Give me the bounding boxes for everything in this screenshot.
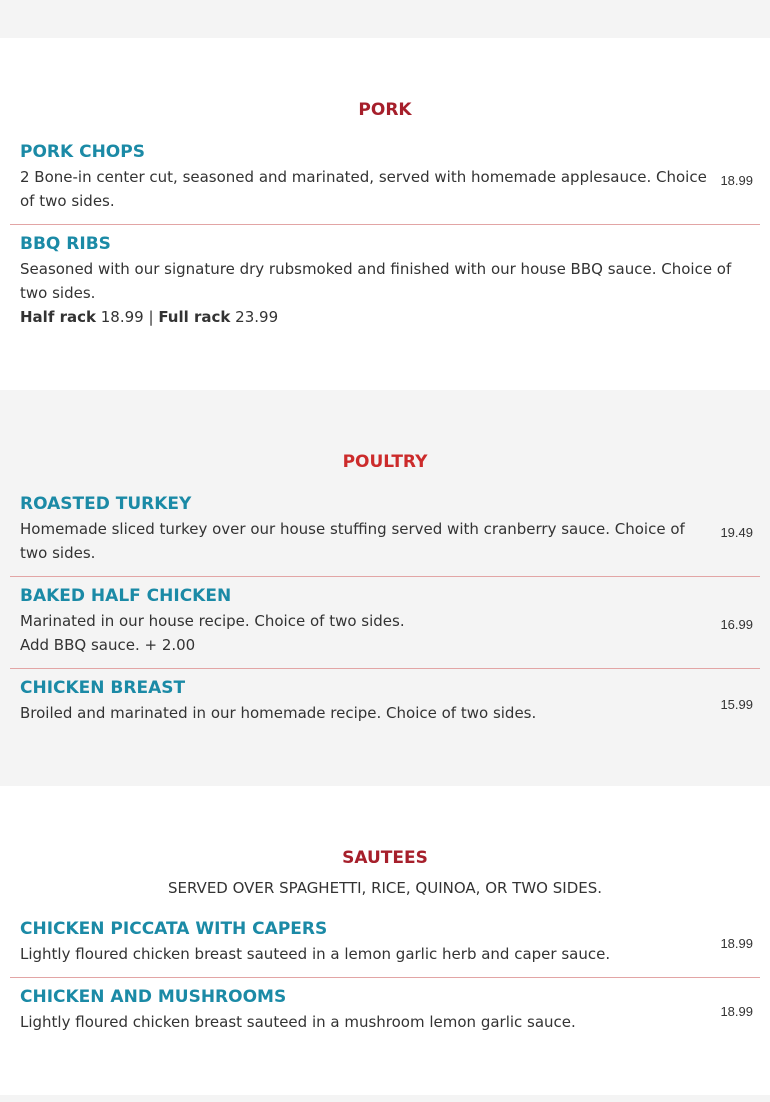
section-subtitle: SERVED OVER SPAGHETTI, RICE, QUINOA, OR TWO SIDES. — [167, 879, 603, 897]
item-name: ROASTED TURKEY — [20, 494, 192, 514]
item-description: Lightly floured chicken breast sauteed in a lemon garlic herb and caper sauce. — [20, 945, 611, 963]
item-divider — [10, 977, 760, 978]
full-rack-label: Full rack — [158, 308, 231, 326]
item-addon: Add BBQ sauce. + 2.00 — [20, 636, 196, 654]
price-separator: | — [148, 308, 154, 326]
item-price: 16.99 — [720, 617, 753, 632]
item-name: BBQ RIBS — [20, 234, 111, 254]
item-price: 18.99 — [720, 1004, 753, 1019]
item-divider — [10, 224, 760, 225]
section-title-pork: PORK — [358, 100, 412, 120]
bottom-band — [0, 1095, 770, 1102]
menu-item-roasted-turkey — [10, 493, 760, 573]
menu-item-pork-chops — [10, 141, 760, 221]
top-band — [0, 0, 770, 38]
item-description: 2 Bone-in center cut, seasoned and marinated, served with homemade applesauce. Choice of two sides. — [20, 168, 707, 210]
section-title-poultry: POULTRY — [342, 452, 428, 472]
item-name: BAKED HALF CHICKEN — [20, 586, 232, 606]
item-name: CHICKEN AND MUSHROOMS — [20, 987, 287, 1007]
item-divider — [10, 668, 760, 669]
half-rack-label: Half rack — [20, 308, 96, 326]
item-name: CHICKEN PICCATA WITH CAPERS — [20, 919, 328, 939]
menu-item-chicken-piccata — [10, 918, 760, 978]
item-name: PORK CHOPS — [20, 142, 145, 162]
menu-item-chicken-breast — [10, 677, 760, 737]
item-price: 19.49 — [720, 525, 753, 540]
item-description: Seasoned with our signature dry rubsmoked and finished with our house BBQ sauce. Choice of two sides. — [20, 260, 732, 302]
menu-item-baked-half-chicken — [10, 585, 760, 665]
sautees-section — [0, 786, 770, 1095]
half-rack-price: 18.99 — [100, 308, 144, 326]
menu-item-bbq-ribs — [10, 233, 760, 333]
poultry-section — [0, 390, 770, 786]
item-description: Lightly floured chicken breast sauteed in a mushroom lemon garlic sauce. — [20, 1013, 576, 1031]
section-title-sautees: SAUTEES — [342, 848, 428, 868]
item-description: Broiled and marinated in our homemade recipe. Choice of two sides. — [20, 704, 537, 722]
menu-item-chicken-mushrooms — [10, 986, 760, 1046]
item-name: CHICKEN BREAST — [20, 678, 186, 698]
rack-pricing — [20, 305, 278, 329]
item-description: Homemade sliced turkey over our house stuffing served with cranberry sauce. Choice of two sides. — [20, 520, 685, 562]
full-rack-price: 23.99 — [235, 308, 279, 326]
item-divider — [10, 576, 760, 577]
item-price: 15.99 — [720, 697, 753, 712]
item-description: Marinated in our house recipe. Choice of two sides. — [20, 612, 405, 630]
item-price: 18.99 — [720, 936, 753, 951]
item-price: 18.99 — [720, 173, 753, 188]
pork-section — [0, 38, 770, 390]
